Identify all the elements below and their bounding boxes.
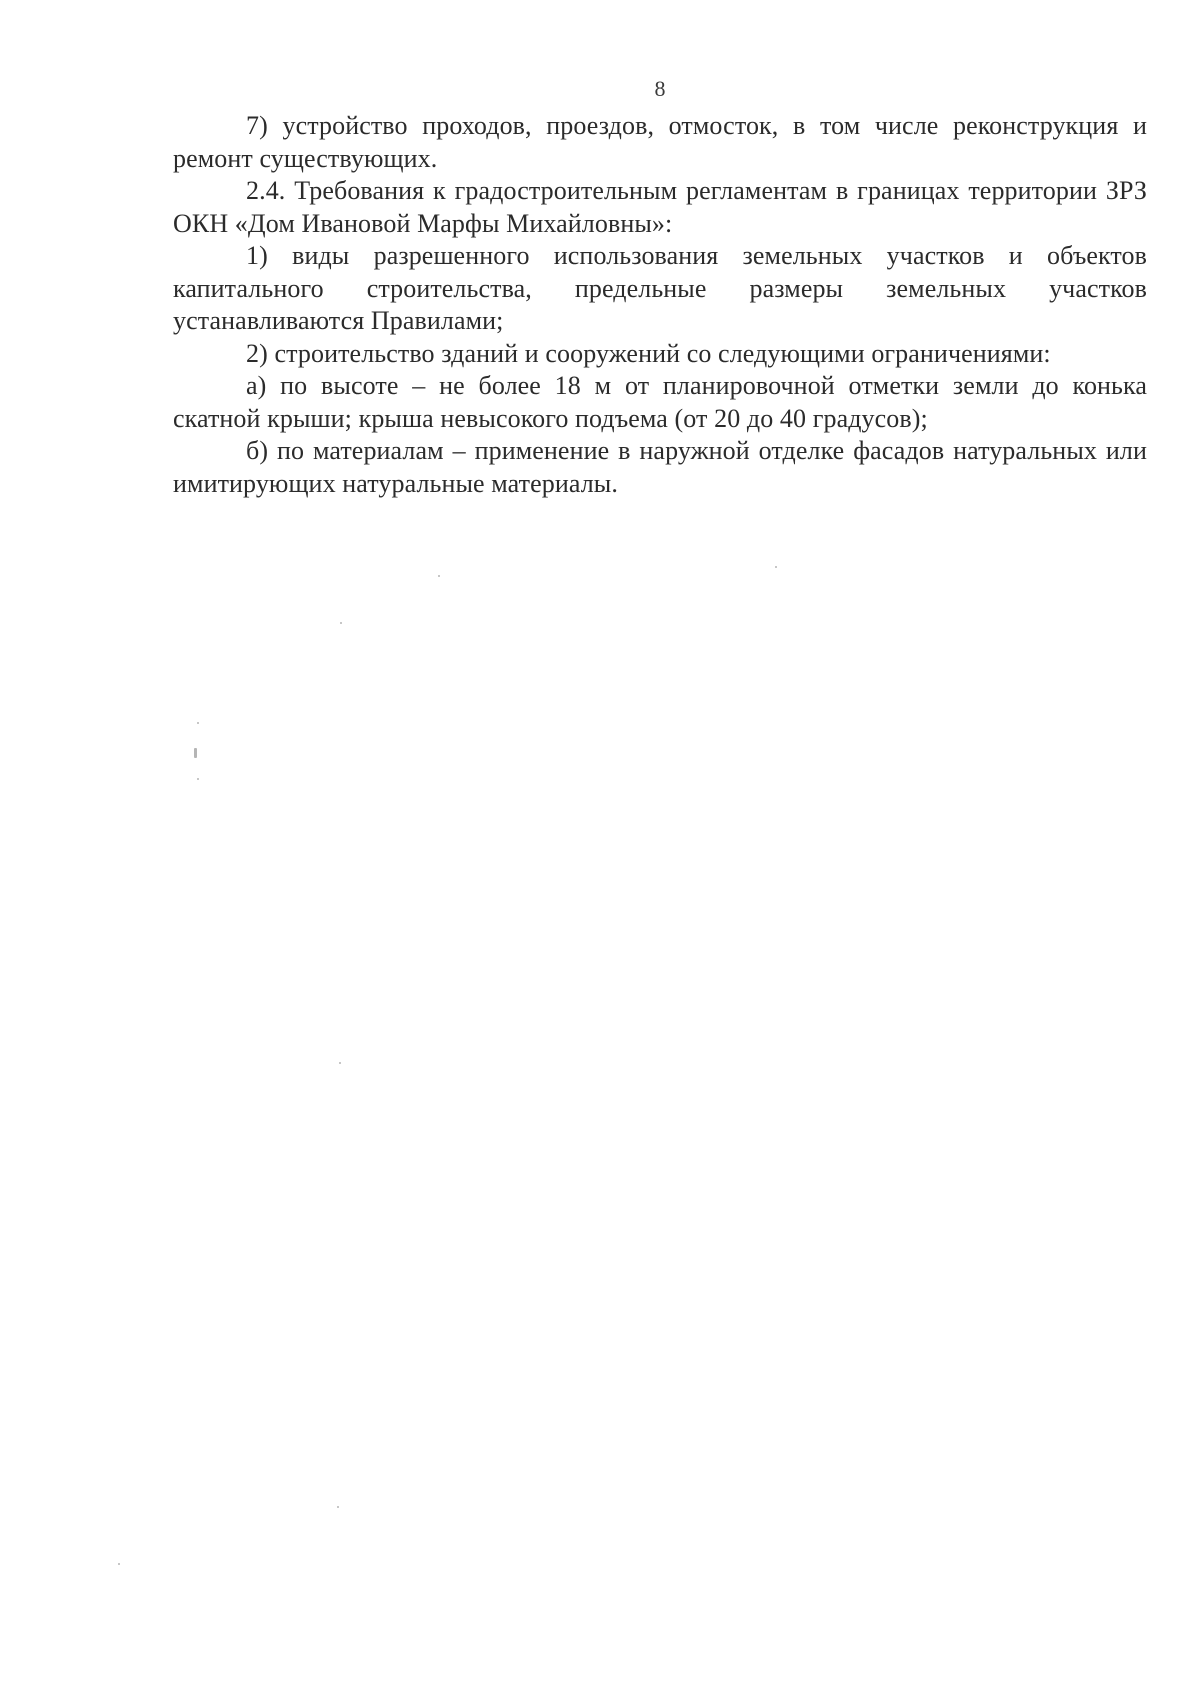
document-body (173, 110, 1147, 500)
paragraph-item-2: 2) строительство зданий и сооружений со следующими ограничениями: (246, 338, 1051, 368)
paragraph-section-2-4: 2.4. Требования к градостроительным регламентам в границах территории ЗРЗ ОКН «Дом Ивановой Марфы Михайловны»: (173, 176, 1147, 238)
scan-speck (197, 722, 199, 724)
scan-speck (194, 748, 197, 758)
paragraph-item-7: 7) устройство проходов, проездов, отмосток, в том числе реконструкция и ремонт существующих. (173, 111, 1147, 173)
scan-speck (438, 575, 440, 577)
paragraph-item-b: б) по материалам – применение в наружной отделке фасадов натуральных или имитирующих натуральные материалы. (173, 436, 1147, 498)
paragraph-item-1: 1) виды разрешенного использования земельных участков и объектов капитального строительства, предельные размеры земельных участков устанавливаются Правилами; (173, 241, 1147, 335)
scan-speck (340, 622, 342, 624)
scan-speck (118, 1563, 120, 1565)
page-number: 8 (654, 76, 666, 101)
scan-speck (775, 566, 777, 568)
scan-speck (197, 778, 199, 780)
scan-speck (337, 1506, 339, 1508)
scan-speck (339, 1062, 341, 1064)
paragraph-item-a: а) по высоте – не более 18 м от планировочной отметки земли до конька скатной крыши; крыша невысокого подъема (от 20 до 40 градусов); (173, 371, 1147, 433)
